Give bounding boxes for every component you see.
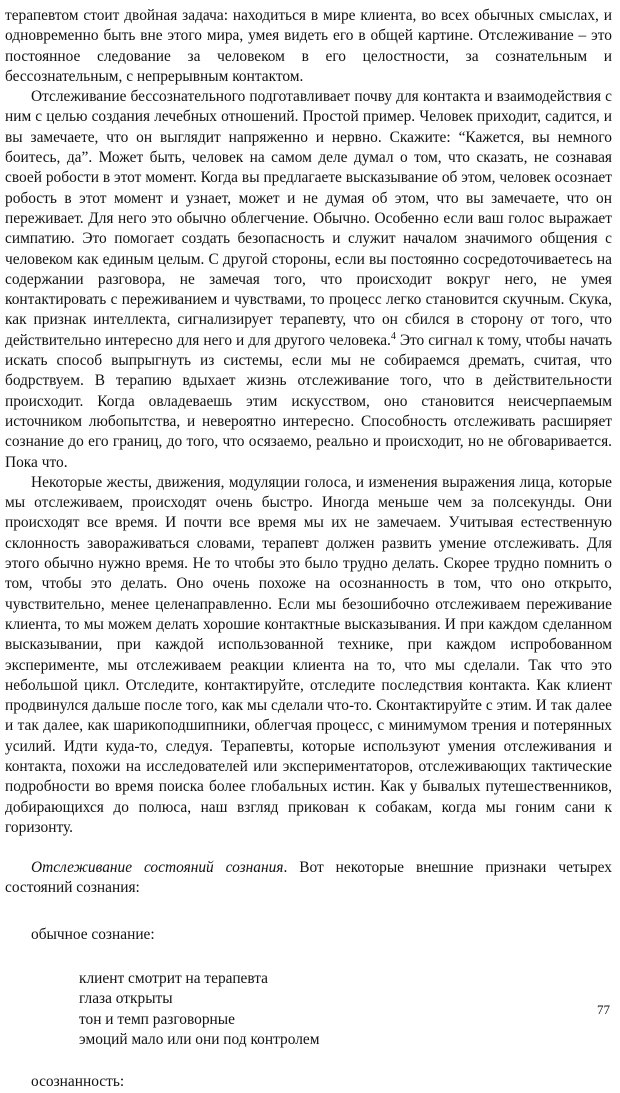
state-label-ordinary: обычное сознание: <box>31 925 155 943</box>
section-states-of-consciousness <box>5 858 612 1092</box>
state-signs-list <box>79 969 612 1050</box>
paragraph-tracking-unconscious-text: Отслеживание бессознательного подготавливает почву для контакта и взаимодействия с ним с целью создания лечебных отношений. Простой пример. Человек приходит, садится, и вы замечаете, что он выглядит напряженно и нервно. Скажите: “Кажется, вы немного боитесь, да”. Может быть, человек на самом деле думал о том, что сказать, не сознавая своей робости в этот момент. Когда вы предлагаете высказывание об этом, человек осознает робость в этот момент и узнает, может и не думая об этом, что вы замечаете, что он переживает. Для него это обычно облегчение. Обычно. Особенно если ваш голос выражает симпатию. Это помогает создать безопасность и служит началом значимого общения с человеком как единым целым. С другой стороны, если вы постоянно сосредоточиваетесь на содержании разговора, не замечая того, что происходит вокруг него, не умея контактировать с переживанием и чувствами, то процесс легко становится скучным. Скука, как признак интеллекта, сигнализирует терапевту, что он сбился в сторону от того, что действительно интересно для него и для другого человека. <box>5 88 612 349</box>
state-sign-item: тон и темп разговорные <box>79 1010 235 1028</box>
footnote-reference[interactable]: 4 <box>390 330 396 342</box>
section-intro-paragraph <box>5 858 612 899</box>
state-sign-item: клиент смотрит на терапевта <box>79 970 269 988</box>
paragraph-gestures: Некоторые жесты, движения, модуляции голоса, и изменения выражения лица, которые мы отслеживаем, происходят очень быстро. Иногда меньше чем за полсекунды. Они происходят все время. И почти все время мы их не замечаем. Учитывая естественную склонность завораживаться словами, терапевт должен развить умение отслеживать. Для этого обычно нужно время. Не то чтобы это было трудно делать. Скорее трудно помнить о том, чтобы это делать. Оно очень похоже на осознанность в том, что оно открыто, чувствительно, менее целенаправленно. Если мы безошибочно отслеживаем переживание клиента, то мы можем делать хорошие контактные высказывания. И при каждом сделанном высказывании, при каждой использованной технике, при каждом испробованном эксперименте, мы отслеживаем реакции клиента на то, что мы сделали. Так что это небольшой цикл. Отследите, контактируйте, отследите последствия контакта. Как клиент продвинулся дальше после того, как мы сделали что-то. Сконтактируйте с этим. И так далее и так далее, как шарикоподшипники, облегчая процесс, с минимумом трения и потерянных усилий. Идти куда-то, следуя. Терапевты, которые используют умения отслеживания и контакта, похожи на исследователей или экспериментаторов, отслеживающих тактические подробности во время поиска более глобальных истин. Как у бывалых путешественников, добирающихся до полюса, наш взгляд прикован к собакам, когда мы гоним сани к горизонту. <box>5 473 612 836</box>
state-label-awareness: осознанность: <box>31 1073 125 1091</box>
state-sign-item: эмоций мало или они под контролем <box>79 1030 320 1048</box>
page-number: 77 <box>597 1002 610 1017</box>
paragraph-tracking-unconscious <box>5 87 612 473</box>
paragraph-continuation: терапевтом стоит двойная задача: находиться в мире клиента, во всех обычных смыслах, и одновременно быть вне этого мира, умея видеть его в общей картине. Отслеживание – это постоянное следование за человеком в его целостности, за сознательным и бессознательным, с непрерывным контактом. <box>5 7 612 85</box>
paragraph-tracking-unconscious-continued: Это сигнал к тому, чтобы начать искать способ выпрыгнуть из системы, если мы не собираемся дремать, считая, что бодрствуем. В терапию вдыхает жизнь отслеживание того, что в действительности происходит. Когда овладеваешь этим искусством, оно становится неисчерпаемым источником любопытства, и невероятно интересно. Способность отслеживать расширяет сознание до его границ, до того, что осязаемо, реально и происходит, но не обговаривается. Пока что. <box>5 331 612 471</box>
section-intro-text: . Вот некоторые внешние признаки четырех состояний сознания: <box>5 859 612 897</box>
state-sign-item: глаза открыты <box>79 990 173 1008</box>
section-heading: Отслеживание состояний сознания <box>31 859 284 877</box>
